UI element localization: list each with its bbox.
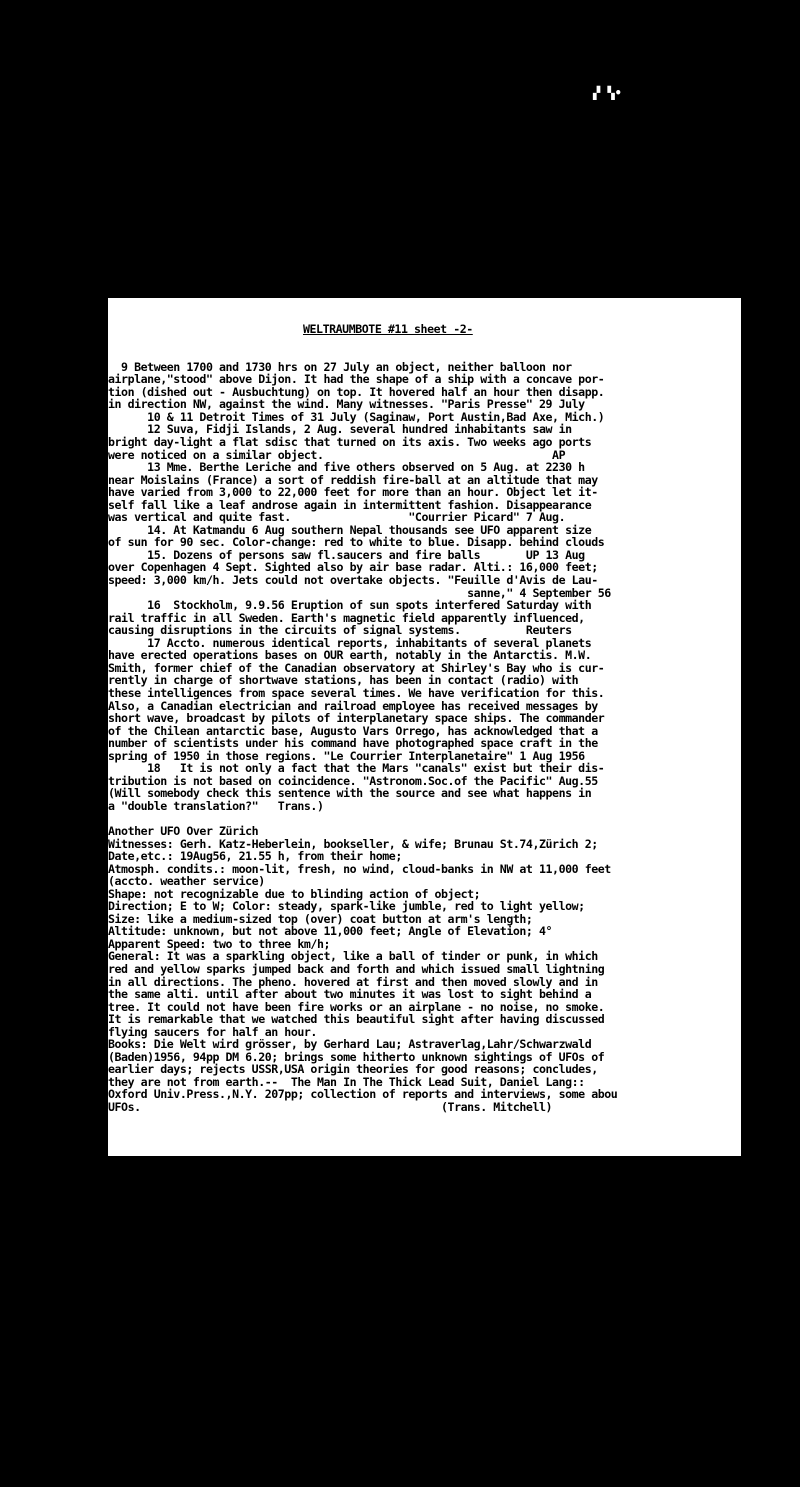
text-line: 16 Stockholm, 9.9.56 Eruption of sun spots interfered Saturday with	[108, 598, 592, 613]
text-line: of the Chilean antarctic base, Augusto Vars Orrego, has acknowledged that a	[108, 723, 598, 738]
edge-mark: ▮ ▛	[752, 599, 781, 619]
text-line: (accto. weather service)	[108, 874, 265, 889]
sheet-header: WELTRAUMBOTE #11 sheet -2-	[303, 322, 473, 337]
text-line: have erected operations bases on OUR earth, notably in the Antarctis. M.W.	[108, 648, 592, 663]
document-text	[108, 298, 741, 1114]
edge-mark: ▮ ▜	[752, 892, 781, 911]
text-line: the same alti. until after about two minutes it was lost to sight behind a	[108, 987, 592, 1002]
text-line: red and yellow sparks jumped back and forth and which issued small lightning	[108, 961, 605, 976]
text-line: self fall like a leaf androse again in intermittent fashion. Disappearance	[108, 497, 592, 512]
text-line: 18 It is not only a fact that the Mars "canals" exist but their dis-	[108, 761, 605, 776]
text-line: Oxford Univ.Press.,N.Y. 207pp; collection of reports and interviews, some abou	[108, 1087, 618, 1102]
text-line: tree. It could not have been fire works or an airplane - no noise, no smoke.	[108, 999, 605, 1014]
edge-mark: ▮ ▛	[752, 933, 781, 953]
text-line: Also, a Canadian electrician and railroad employee has received messages by	[108, 698, 598, 713]
text-line: airplane,"stood" above Dijon. It had the shape of a ship with a concave por-	[108, 372, 605, 387]
text-line: 14. At Katmandu 6 Aug southern Nepal thousands see UFO apparent size	[108, 522, 592, 537]
text-line: sanne," 4 September 56	[108, 585, 611, 600]
text-line: 17 Accto. numerous identical reports, inhabitants of several planets	[108, 635, 592, 650]
edge-mark: ▮ ▜	[752, 306, 781, 326]
text-line: UFOs. (Trans. Mitchell)	[108, 1100, 553, 1114]
edge-mark: ▮ ▛	[752, 432, 781, 452]
text-line: rail traffic in all Sweden. Earth's magnetic field apparently influenced,	[108, 610, 585, 625]
edge-mark: ▮ ▛	[752, 515, 781, 535]
text-line: (Baden)1956, 94pp DM 6.20; brings some hitherto unknown sightings of UFOs of	[108, 1049, 605, 1064]
text-line: bright day-light a flat sdisc that turned on its axis. Two weeks ago ports	[108, 435, 592, 450]
edge-mark: ▮ ▛	[752, 766, 781, 786]
edge-mark: ▮ ▛	[752, 850, 781, 870]
edge-mark: ▮ ▜	[752, 975, 781, 995]
text-line: Smith, former chief of the Canadian observatory at Shirley's Bay who is cur-	[108, 660, 605, 675]
text-line: General: It was a sparkling object, like a ball of tinder or punk, in which	[108, 949, 598, 964]
text-line: 10 & 11 Detroit Times of 31 July (Saginaw, Port Austin,Bad Axe, Mich.)	[108, 409, 605, 424]
text-line: Atmosph. condits.: moon-lit, fresh, no wind, cloud-banks in NW at 11,000 feet	[108, 861, 611, 876]
edge-mark: ▮ ▛	[752, 683, 781, 702]
text-line: Books: Die Welt wird grösser, by Gerhard Lau; Astraverlag,Lahr/Schwarzwald	[108, 1037, 592, 1052]
text-line: flying saucers for half an hour.	[108, 1024, 317, 1039]
text-line: in all directions. The pheno. hovered at first and then moved slowly and in	[108, 974, 598, 989]
text-line: causing disruptions in the circuits of signal systems. Reuters	[108, 623, 572, 638]
text-line: a "double translation?" Trans.)	[108, 798, 324, 813]
text-line: number of scientists under his command have photographed space craft in the	[108, 736, 598, 751]
text-line: was vertical and quite fast. "Courrier Picard" 7 Aug.	[108, 510, 566, 525]
text-line: were noticed on a similar object. AP	[108, 447, 566, 462]
text-line: have varied from 3,000 to 22,000 feet for more than an hour. Object let it-	[108, 485, 598, 500]
text-line: near Moislains (France) a sort of reddish fire-ball at an altitude that may	[108, 472, 598, 487]
edge-mark: ▮ ▜	[752, 641, 781, 661]
text-line: 9 Between 1700 and 1730 hrs on 27 July an object, neither balloon nor	[108, 359, 572, 374]
text-line: speed: 3,000 km/h. Jets could not overtake objects. "Feuille d'Avis de Lau-	[108, 573, 598, 588]
text-line: spring of 1950 in those regions. "Le Courrier Interplanetaire" 1 Aug 1956	[108, 748, 585, 763]
edge-mark: ▮ ▛	[752, 1101, 781, 1120]
text-line: rently in charge of shortwave stations, has been in contact (radio) with	[108, 673, 579, 688]
edge-mark: ▮ ▜	[752, 474, 781, 493]
document-page	[108, 298, 741, 1156]
edge-mark: ▮ ▜	[752, 724, 781, 744]
film-edge-marks	[752, 298, 800, 1148]
text-line: they are not from earth.-- The Man In The Thick Lead Suit, Daniel Lang::	[108, 1074, 585, 1089]
text-line: of sun for 90 sec. Color-change: red to white to blue. Disapp. behind clouds	[108, 535, 605, 550]
edge-mark: ▮ ▛	[752, 1017, 781, 1037]
text-line: Date,etc.: 19Aug56, 21.55 h, from their home;	[108, 849, 402, 864]
text-line: Witnesses: Gerh. Katz-Heberlein, bookseller, & wife; Brunau St.74,Zürich 2;	[108, 836, 598, 851]
text-line: Shape: not recognizable due to blinding action of object;	[108, 886, 481, 901]
edge-mark: ▮ ▜	[752, 390, 781, 410]
scan-noise-mark: ▞ ▚•	[593, 86, 622, 100]
text-line: 12 Suva, Fidji Islands, 2 Aug. several hundred inhabitants saw in	[108, 422, 572, 437]
text-line: Apparent Speed: two to three km/h;	[108, 936, 331, 951]
text-line: Altitude: unknown, but not above 11,000 feet; Angle of Elevation; 4°	[108, 924, 553, 939]
text-line: tion (dished out - Ausbuchtung) on top. It hovered half an hour then disapp.	[108, 384, 605, 399]
text-line: short wave, broadcast by pilots of interplanetary space ships. The commander	[108, 711, 605, 726]
text-line: over Copenhagen 4 Sept. Sighted also by air base radar. Alti.: 16,000 feet;	[108, 560, 598, 575]
text-line: Direction; E to W; Color: steady, spark-like jumble, red to light yellow;	[108, 899, 585, 914]
text-line: in direction NW, against the wind. Many witnesses. "Paris Presse" 29 July	[108, 397, 585, 412]
edge-mark: ▮ ▜	[752, 557, 781, 577]
edge-mark: ▮ ▜	[752, 1059, 781, 1079]
text-line: (Will somebody check this sentence with the source and see what happens in	[108, 786, 592, 801]
text-line: It is remarkable that we watched this beautiful sight after having discussed	[108, 1012, 605, 1027]
text-line: 15. Dozens of persons saw fl.saucers and fire balls UP 13 Aug	[108, 547, 585, 562]
text-line: earlier days; rejects USSR,USA origin theories for good reasons; concludes,	[108, 1062, 598, 1077]
edge-mark: ▮ ▜	[752, 808, 781, 828]
text-line: Size: like a medium-sized top (over) coat button at arm's length;	[108, 911, 533, 926]
text-line: tribution is not based on coincidence. "Astronom.Soc.of the Pacific" Aug.55	[108, 773, 598, 788]
text-line: these intelligences from space several times. We have verification for this.	[108, 685, 605, 700]
edge-mark: ▮ ▛	[752, 348, 781, 368]
text-line: Another UFO Over Zürich	[108, 823, 259, 838]
text-line: 13 Mme. Berthe Leriche and five others observed on 5 Aug. at 2230 h	[108, 460, 585, 475]
